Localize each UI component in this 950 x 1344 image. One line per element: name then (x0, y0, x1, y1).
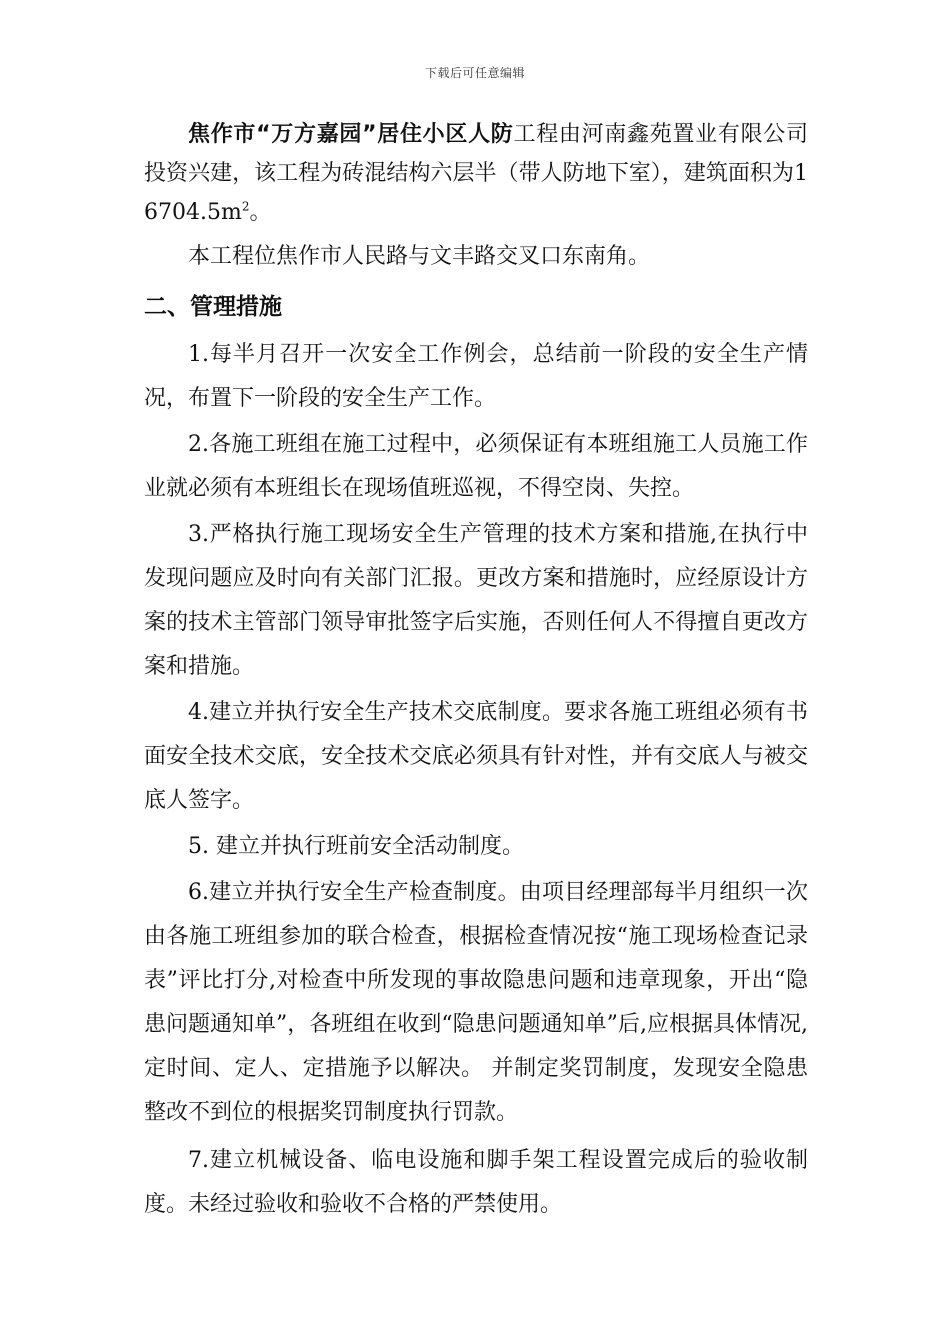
location-paragraph: 本工程位焦作市人民路与文丰路交叉口东南角。 (188, 244, 651, 269)
measure-item-1: 1.每半月召开一次安全工作例会，总结前一阶段的安全生产情况，布置下一阶段的安全生产工作。 (144, 342, 808, 411)
intro-paragraph (144, 115, 808, 232)
section-heading: 二、管理措施 (144, 294, 282, 320)
intro-text: 工程由河南鑫苑置业有限公司投资兴建，该工程为砖混结构六层半（带人防地下室），建筑面积为16704.5m (144, 122, 808, 225)
measure-item-5: 5. 建立并执行班前安全活动制度。 (188, 834, 524, 859)
download-note: 下载后可任意编辑 (424, 66, 525, 80)
measure-item-4: 4.建立并执行安全生产技术交底制度。要求各施工班组必须有书面安全技术交底，安全技术交底必须具有针对性，并有交底人与被交底人签字。 (144, 700, 808, 813)
measure-item-3: 3.严格执行施工现场安全生产管理的技术方案和措施,在执行中发现问题应及时向有关部门汇报。更改方案和措施时，应经原设计方案的技术主管部门领导审批签字后实施，否则任何人不得擅自更改方案和措施。 (144, 522, 808, 679)
measure-item-2: 2.各施工班组在施工过程中，必须保证有本班组施工人员施工作业就必须有本班组长在现场值班巡视，不得空岗、失控。 (144, 432, 808, 501)
intro-lead: 焦作市“万方嘉园”居住小区人防 (188, 122, 514, 147)
area-unit-superscript: 2 (241, 199, 250, 214)
document-body (144, 115, 808, 1227)
measure-item-7: 7.建立机械设备、临电设施和脚手架工程设置完成后的验收制度。未经过验收和验收不合格的严禁使用。 (144, 1148, 808, 1217)
measure-item-6: 6.建立并执行安全生产检查制度。由项目经理部每半月组织一次由各施工班组参加的联合检查，根据检查情况按“施工现场检查记录表”评比打分,对检查中所发现的事故隐患问题和违章现象，开出“隐患问题通知单”，各班组在收到“隐患问题通知单”后,应根据具体情况,定时间、定人、定措施予以解决。 并制定奖罚制度，发现安全隐患整改不到位的根据奖罚制度执行罚款。 (144, 880, 808, 1125)
intro-end: 。 (249, 200, 272, 225)
